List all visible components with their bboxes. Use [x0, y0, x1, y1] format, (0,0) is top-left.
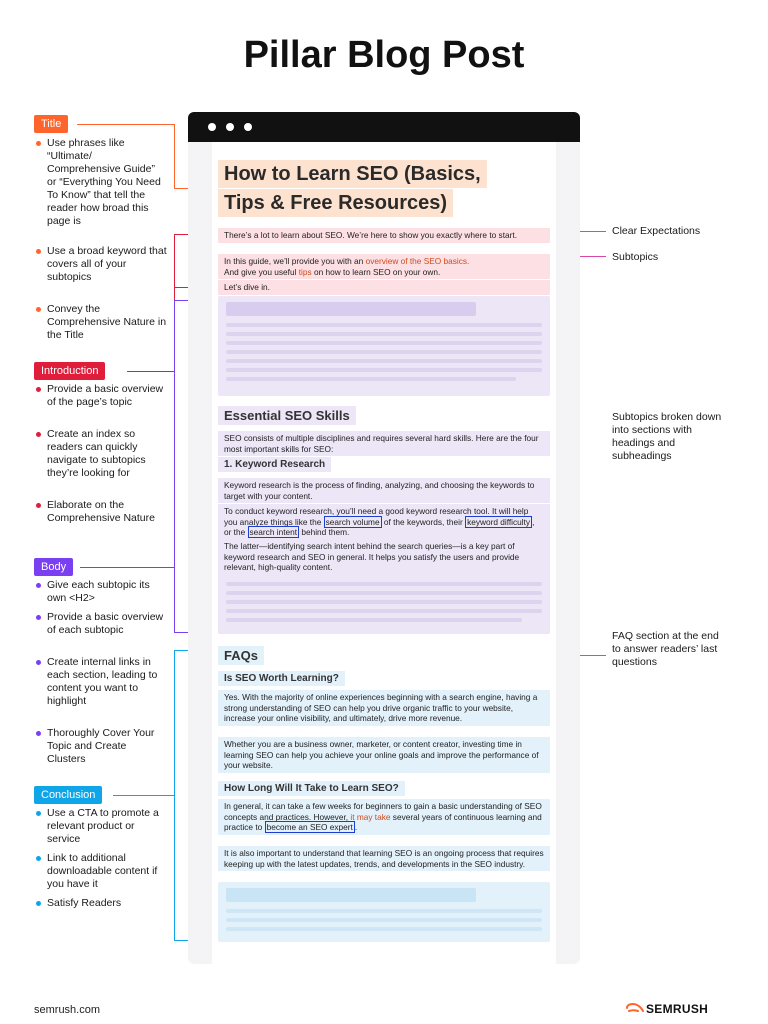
intro-p2-highlight: overview of the SEO basics. [365, 256, 470, 266]
semrush-logo: SEMRUSH [646, 1002, 709, 1016]
introduction-section-label: Introduction [34, 362, 105, 380]
placeholder-line [226, 332, 542, 336]
body-note-1: Give each subtopic its own <H2> [47, 579, 167, 605]
placeholder-line [226, 600, 542, 604]
introduction-note-3: Elaborate on the Comprehensive Nature [47, 499, 167, 525]
conclusion-note-1: Use a CTA to promote a relevant product or service [47, 807, 167, 846]
kw-p2-text-4: behind them. [299, 527, 350, 537]
subsection-heading-keyword: 1. Keyword Research [218, 457, 331, 472]
intro-paragraph-1: There’s a lot to learn about SEO. We’re here to show you exactly where to start. [218, 228, 550, 243]
subtopics-note: Subtopics [612, 251, 659, 263]
placeholder-line [226, 359, 542, 363]
link-become-seo-expert[interactable]: become an SEO expert [266, 822, 353, 832]
title-connector-vertical [174, 124, 175, 188]
intro-p2-highlight-2: tips [298, 266, 312, 277]
keyword-paragraph-3: The latter—identifying search intent behind the search queries—is a key part of keyword research and SEO in general. It helps you satisfy the users and provide relevant, high-quality content. [218, 539, 550, 575]
introduction-note-2: Create an index so readers can quickly navigate to subtopics they’re looking for [47, 428, 167, 480]
faq-note: FAQ section at the end to answer readers’ last questions [612, 630, 719, 668]
title-section-label: Title [34, 115, 68, 133]
intro-p2-text: In this guide, we’ll provide you with an [224, 256, 366, 266]
placeholder-line [226, 582, 542, 586]
section-heading-skills: Essential SEO Skills [218, 406, 356, 425]
long-p1-text-3: . [354, 822, 358, 832]
intro-paragraph-3: Let’s dive in. [218, 280, 550, 295]
placeholder-line [226, 618, 522, 622]
link-search-intent[interactable]: search intent [249, 527, 298, 537]
keyword-paragraph-2 [218, 504, 550, 540]
conclusion-section-label: Conclusion [34, 786, 102, 804]
placeholder-line [226, 323, 542, 327]
long-p1-highlight: it may take [350, 811, 391, 822]
title-note-1: Use phrases like “Ultimate/ Comprehensive Guide” or “Everything You Need To Know” that tell the reader how broad this page is [47, 137, 167, 228]
intro-p2-text-3: on how to learn SEO on your own. [311, 266, 441, 277]
body-note-3: Create internal links in each section, leading to content you want to highlight [47, 656, 167, 708]
intro-paragraph-2 [218, 254, 550, 279]
skills-paragraph: SEO consists of multiple disciplines and requires several hard skills. Here are the four most important skills for SEO: [218, 431, 550, 456]
kw-p2-text-2: of the keywords, their [381, 516, 466, 527]
long-p1-text-2: several years of continuous learning and practice to [224, 811, 542, 832]
sections-note: Subtopics broken down into sections with headings and subheadings [612, 411, 722, 462]
placeholder-line [226, 368, 542, 372]
conclusion-connector [113, 795, 174, 796]
article-h1-line-2: Tips & Free Resources) [218, 189, 453, 217]
section-heading-faqs: FAQs [218, 646, 264, 665]
placeholder-line [226, 609, 542, 613]
faq-answer-2-paragraph-2: It is also important to understand that learning SEO is an ongoing process that requires keeping up with the latest updates, trends, and developments in the SEO industry. [218, 846, 550, 871]
footer-url[interactable]: semrush.com [34, 1004, 101, 1016]
content-placeholder-1 [218, 296, 550, 396]
article-h1-line-1: How to Learn SEO (Basics, [218, 160, 487, 188]
body-connector-vertical [174, 300, 175, 632]
placeholder-line [226, 909, 542, 913]
placeholder-line [226, 591, 542, 595]
placeholder-line [226, 377, 516, 381]
keyword-paragraph-1: Keyword research is the process of finding, analyzing, and choosing the keywords to target with your content. [218, 478, 550, 503]
placeholder-heading [226, 888, 476, 902]
title-connector [77, 124, 174, 125]
content-placeholder-2 [218, 574, 550, 634]
title-note-2: Use a broad keyword that covers all of your subtopics [47, 245, 167, 283]
intro-p2-text-2: And give you useful [224, 266, 299, 277]
body-note-4: Thoroughly Cover Your Topic and Create Clusters [47, 727, 167, 766]
placeholder-line [226, 918, 542, 922]
faq-question-1: Is SEO Worth Learning? [218, 671, 345, 686]
faq-answer-1-paragraph-2: Whether you are a business owner, marketer, or content creator, investing time in learning SEO can help you achieve your online goals and improve the performance of your website. [218, 737, 550, 773]
window-dot-icon [226, 123, 234, 131]
content-placeholder-3 [218, 882, 550, 942]
link-search-volume[interactable]: search volume [325, 516, 380, 527]
placeholder-heading [226, 302, 476, 316]
body-note-2: Provide a basic overview of each subtopic [47, 611, 167, 637]
browser-titlebar [188, 112, 580, 142]
kw-p2-text: To conduct keyword research, you’ll need a good keyword research tool. It will help you analyze things like the [224, 506, 529, 527]
window-dot-icon [208, 123, 216, 131]
faq-answer-2-paragraph-1 [218, 799, 550, 835]
clear-expectations-note: Clear Expectations [612, 225, 701, 237]
conclusion-connector-vertical [174, 650, 175, 940]
placeholder-line [226, 341, 542, 345]
conclusion-note-2: Link to additional downloadable content if you have it [47, 852, 167, 891]
conclusion-note-3: Satisfy Readers [47, 897, 167, 910]
body-section-label: Body [34, 558, 73, 576]
faq-answer-1-paragraph-1: Yes. With the majority of online experiences beginning with a search engine, having a strong understanding of SEO can help you drive organic traffic to your website, increase your online visibility, and ultimately, drive more revenue. [218, 690, 550, 726]
semrush-logo-icon [626, 1002, 644, 1014]
placeholder-line [226, 350, 542, 354]
link-keyword-difficulty[interactable]: keyword difficulty [467, 516, 531, 527]
page-title: Pillar Blog Post [243, 34, 525, 76]
introduction-note-1: Provide a basic overview of the page’s topic [47, 383, 167, 409]
kw-p2-text-3: , or the [224, 516, 535, 537]
long-p1-text: In general, it can take a few weeks for beginners to gain a basic understanding of SEO concepts and practices. However, [224, 801, 542, 822]
window-dot-icon [244, 123, 252, 131]
faq-question-2: How Long Will It Take to Learn SEO? [218, 781, 405, 796]
introduction-connector [127, 371, 174, 372]
title-note-3: Convey the Comprehensive Nature in the Title [47, 303, 167, 341]
placeholder-line [226, 927, 542, 931]
body-connector [80, 567, 174, 568]
